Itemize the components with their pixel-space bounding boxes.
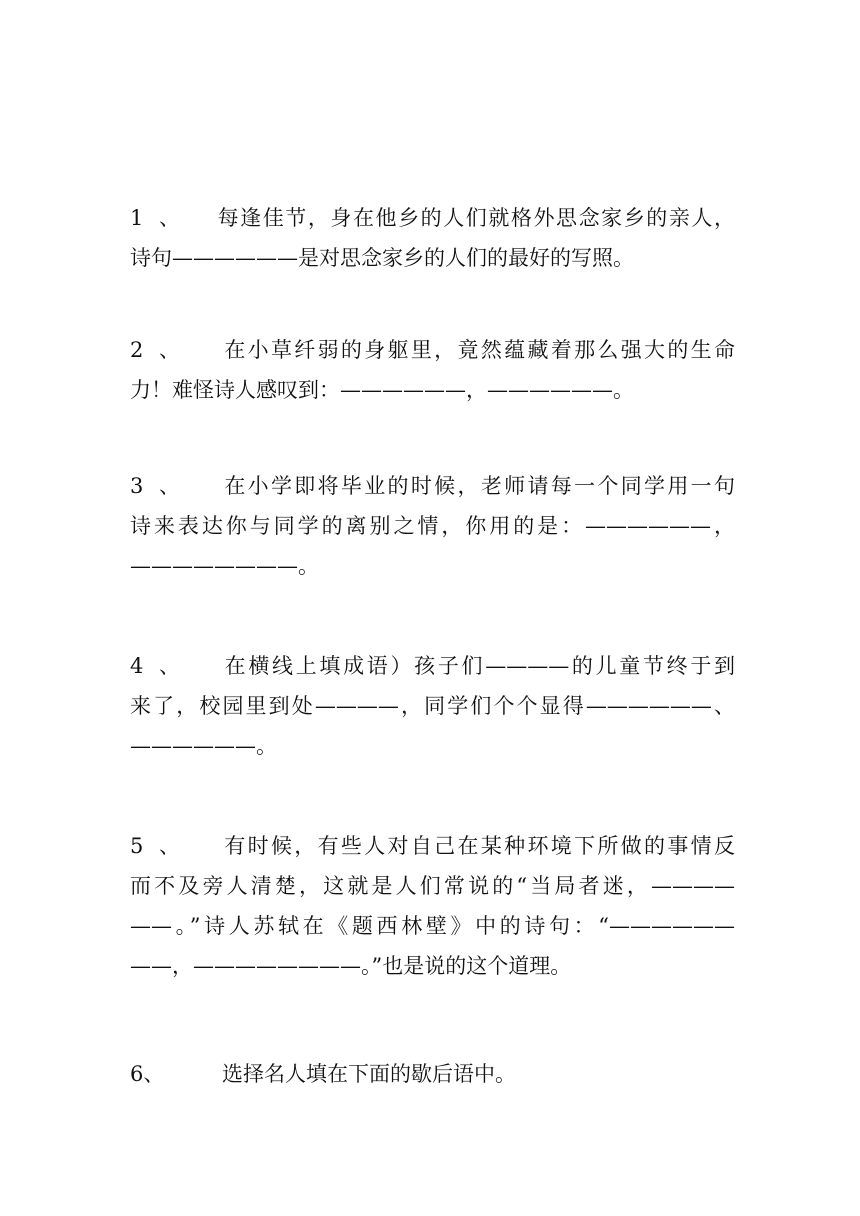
question-text: 在小学即将毕业的时候，老师请每一个同学用一句 [222,474,735,498]
question-line: ——，————————。”也是说的这个道理。 [130,954,572,978]
question-2 [130,330,735,410]
question-line [130,198,735,238]
question-number: 3、 [130,474,180,498]
question-line [130,1054,735,1094]
question-6 [130,1054,735,1094]
question-number: 6、 [130,1062,165,1086]
question-line: 力！难怪诗人感叹到：——————，——————。 [130,378,634,402]
question-number: 5、 [130,834,180,858]
question-line: 而不及旁人清楚，这就是人们常说的“当局者迷，———— [130,874,735,898]
question-line [130,826,735,866]
question-line: 诗来表达你与同学的离别之情，你用的是：——————， [130,514,735,538]
question-line: ——————。 [130,734,277,758]
question-line: 来了，校园里到处————，同学们个个显得——————、 [130,694,735,718]
question-line [130,646,735,686]
question-line: ————————。 [130,554,319,578]
question-3 [130,466,735,586]
question-number: 4、 [130,654,180,678]
question-line [130,466,735,506]
question-4 [130,646,735,766]
question-line: ——。”诗人苏轼在《题西林壁》中的诗句：“—————— [130,914,735,938]
question-number: 2、 [130,338,180,362]
question-line: 诗句——————是对思念家乡的人们的最好的写照。 [130,246,634,270]
question-line [130,330,735,370]
question-text: 每逢佳节，身在他乡的人们就格外思念家乡的亲人， [216,206,735,230]
question-text: 有时候，有些人对自己在某种环境下所做的事情反 [222,834,735,858]
question-1 [130,198,735,278]
question-number: 1、 [130,206,180,230]
question-text: 在小草纤弱的身躯里，竟然蕴藏着那么强大的生命 [222,338,735,362]
question-text: 在横线上填成语）孩子们————的儿童节终于到 [222,654,735,678]
question-5 [130,826,735,986]
question-text: 选择名人填在下面的歇后语中。 [222,1062,516,1086]
